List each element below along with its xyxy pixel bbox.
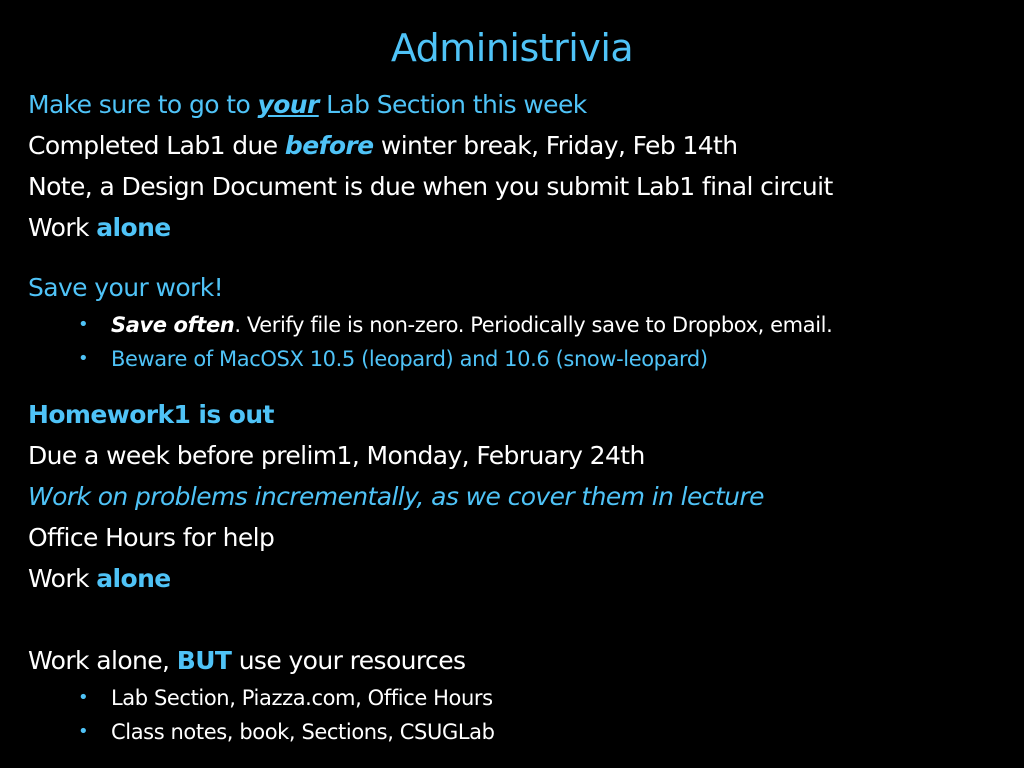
bullet-icon: •	[78, 687, 89, 708]
resources-line	[28, 640, 1008, 681]
lab-work-alone-pre: Work	[28, 213, 97, 242]
lab-section-reminder	[28, 84, 1008, 125]
bullet-class-notes-resources	[28, 715, 1008, 749]
lab1-due-text-pre: Completed Lab1 due	[28, 131, 285, 160]
homework1-heading: Homework1 is out	[28, 400, 274, 429]
lab1-due-text-post: winter break, Friday, Feb 14th	[373, 131, 738, 160]
bullet-macosx-warning	[28, 342, 1008, 376]
spacer	[28, 599, 1008, 640]
save-often-rest: . Verify file is non-zero. Periodically save to Dropbox, email.	[234, 313, 833, 337]
class-notes-resources-text: Class notes, book, Sections, CSUGLab	[111, 720, 495, 744]
lab-work-alone-emphasis: alone	[96, 213, 171, 242]
bullet-icon: •	[78, 348, 89, 369]
resources-text-pre: Work alone,	[28, 646, 177, 675]
lab-work-alone	[28, 207, 1008, 248]
lab-section-resources-text: Lab Section, Piazza.com, Office Hours	[111, 686, 493, 710]
bullet-icon: •	[78, 721, 89, 742]
bullet-save-often	[28, 308, 1008, 342]
lab-section-text-post: Lab Section this week	[318, 90, 587, 119]
homework-work-alone	[28, 558, 1008, 599]
macosx-warning-text: Beware of MacOSX 10.5 (leopard) and 10.6 (snow-leopard)	[111, 347, 708, 371]
save-work-heading: Save your work!	[28, 273, 223, 302]
bullet-lab-section-resources	[28, 681, 1008, 715]
lab1-due-emphasis: before	[284, 131, 374, 160]
spacer	[28, 376, 1008, 394]
lab-section-text-pre: Make sure to go to	[28, 90, 258, 119]
homework-work-alone-emphasis: alone	[96, 564, 171, 593]
homework-work-alone-pre: Work	[28, 564, 97, 593]
office-hours-line: Office Hours for help	[28, 523, 275, 552]
spacer	[28, 248, 1008, 267]
resources-text-post: use your resources	[231, 646, 466, 675]
slide-title: Administrivia	[390, 26, 634, 70]
save-often-emphasis: Save often	[111, 313, 235, 337]
lab1-due-line	[28, 125, 1008, 166]
work-incrementally-line: Work on problems incrementally, as we cover them in lecture	[28, 482, 764, 511]
homework1-due-line: Due a week before prelim1, Monday, February 24th	[28, 441, 645, 470]
bullet-icon: •	[78, 314, 89, 335]
design-document-note: Note, a Design Document is due when you submit Lab1 final circuit	[28, 172, 833, 201]
slide-body	[28, 84, 1008, 749]
lab-section-emphasis: your	[257, 90, 319, 119]
resources-emphasis: BUT	[176, 646, 232, 675]
